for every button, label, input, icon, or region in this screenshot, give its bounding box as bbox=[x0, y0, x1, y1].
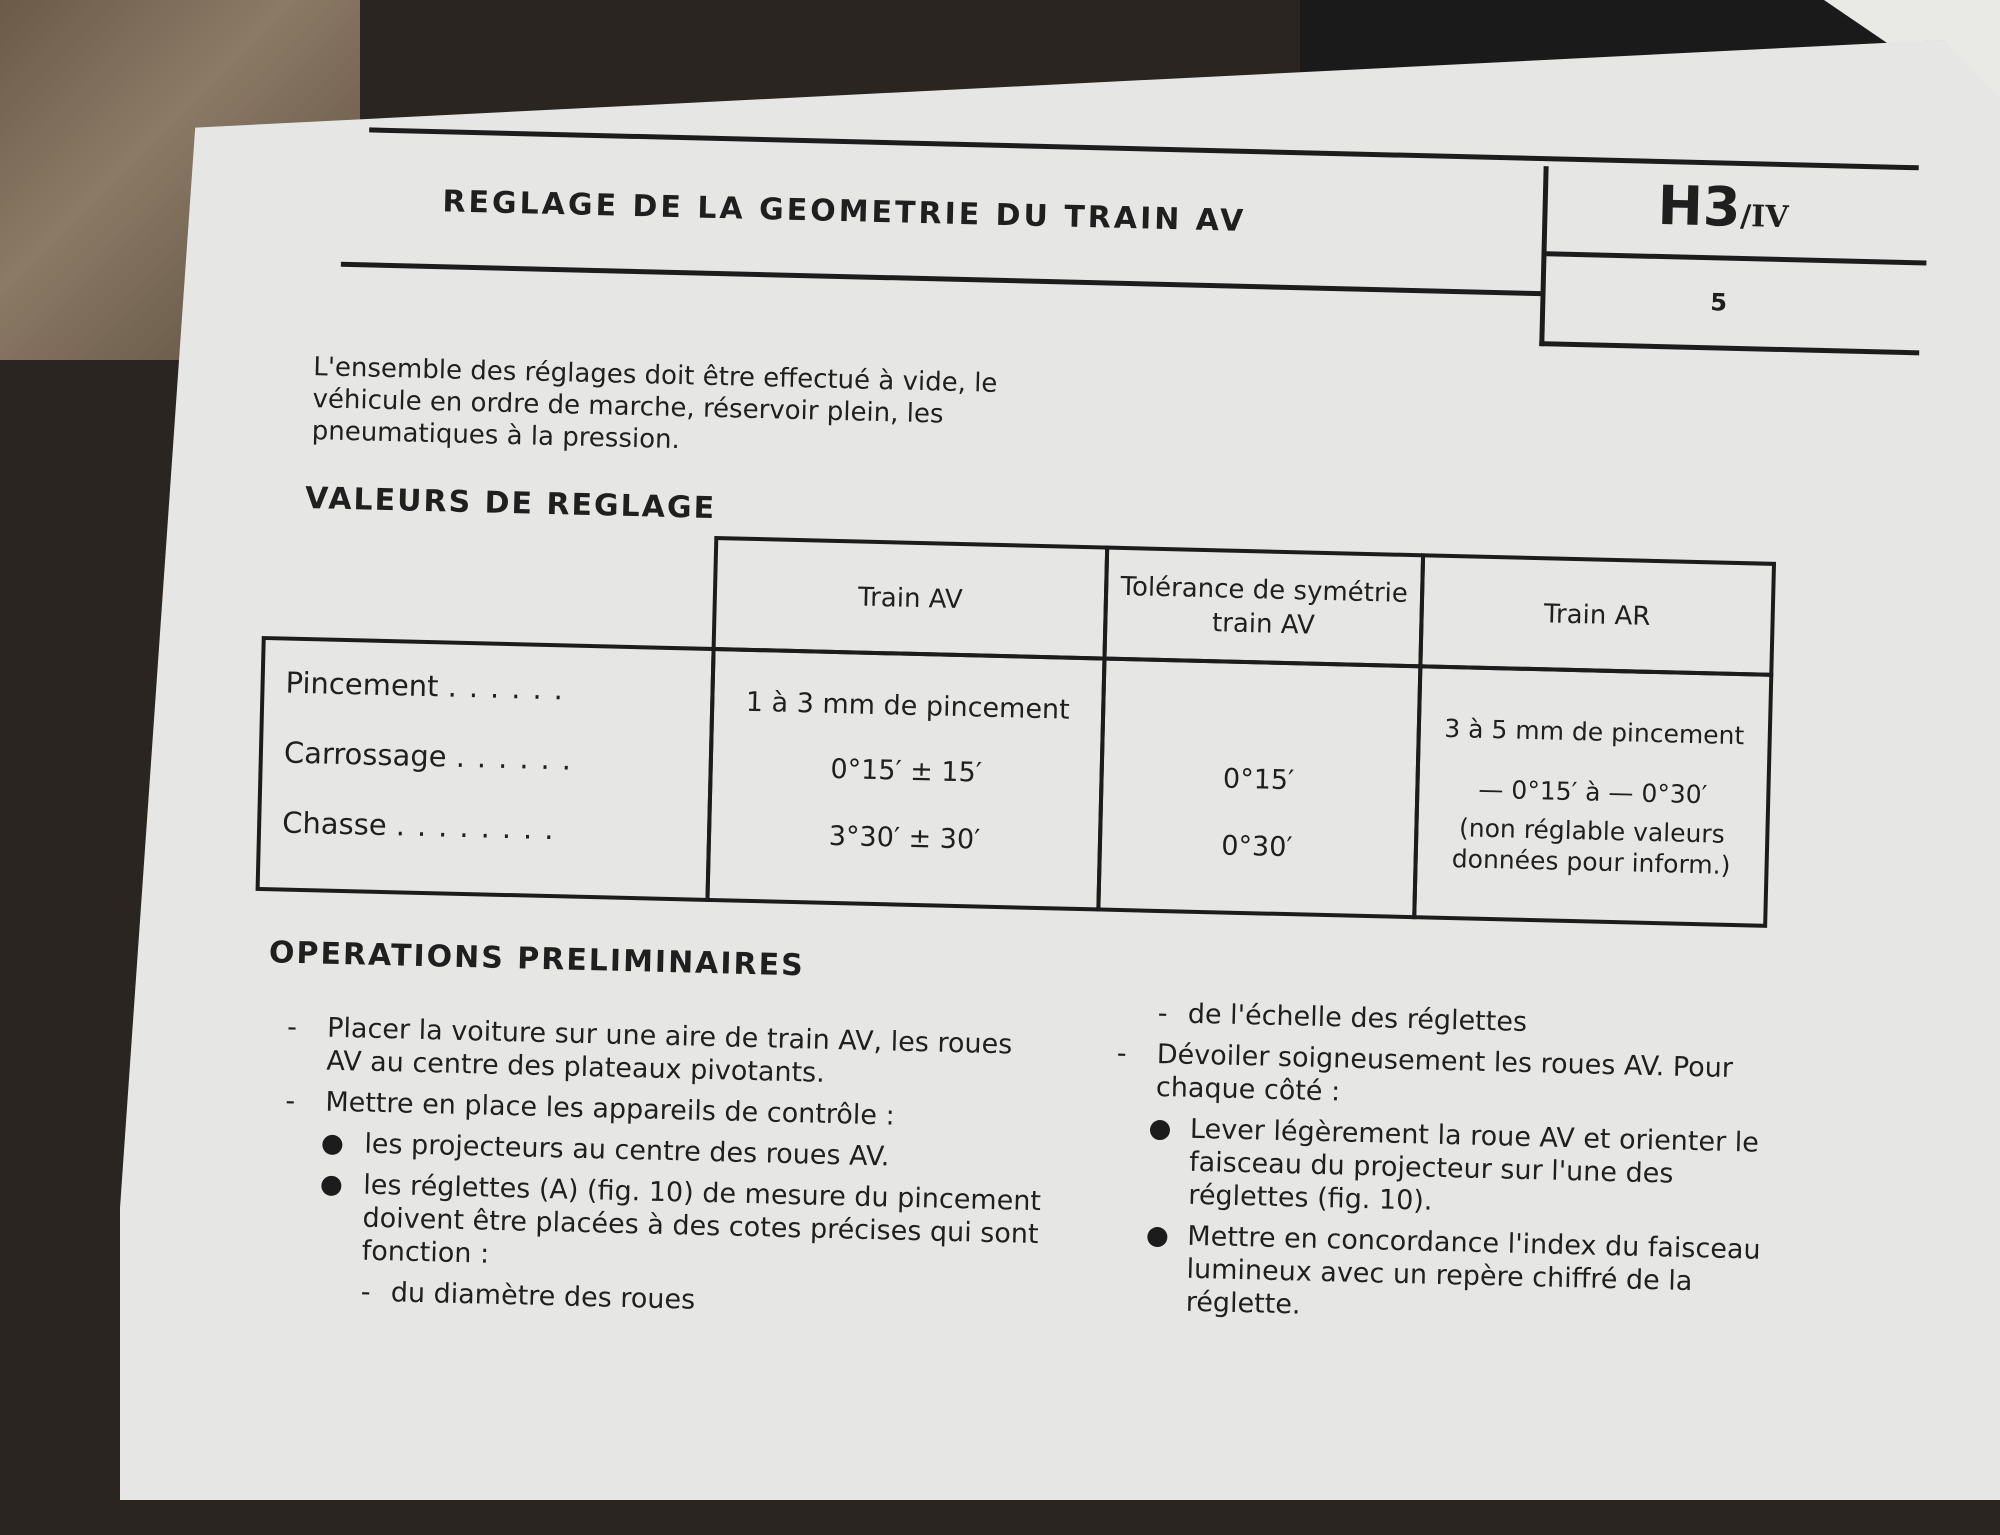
list-item bbox=[281, 1167, 1043, 1285]
operations-left-list bbox=[280, 1011, 1047, 1333]
row-label-text: Pincement bbox=[285, 665, 439, 704]
section-code bbox=[1657, 174, 1790, 240]
carrossage-train-ar: — 0°15′ à — 0°30′ bbox=[1478, 774, 1708, 810]
list-item: - Mettre en place les appareils de contrôle : bbox=[285, 1085, 896, 1132]
bullet-icon bbox=[1147, 1227, 1167, 1247]
chasse-train-ar: (non réglable valeurs données pour inform.) bbox=[1451, 813, 1731, 880]
list-item: - Placer la voiture sur une aire de train AV, les roues AV au centre des plateaux pivotants. bbox=[286, 1011, 1013, 1089]
list-item-text: les projecteurs au centre des roues AV. bbox=[364, 1128, 890, 1173]
list-item: - Dévoiler soigneusement les roues AV. Pour chaque côté : bbox=[1116, 1037, 1734, 1108]
col-header-tolerance: Tolérance de symétrie train AV bbox=[1102, 546, 1425, 669]
list-item-text: Lever légèrement la roue AV et orienter le faisceau du projecteur sur l'une des réglettes (fig. 10). bbox=[1188, 1113, 1760, 1217]
bullet-icon bbox=[1150, 1120, 1170, 1140]
operations-right-list bbox=[1110, 996, 1798, 1342]
chasse-tolerance: 0°30′ bbox=[1220, 830, 1293, 864]
valeurs-heading: VALEURS DE REGLAGE bbox=[304, 480, 717, 527]
list-item bbox=[1113, 1111, 1795, 1227]
carrossage-tolerance: 0°15′ bbox=[1222, 763, 1295, 797]
intro-paragraph: L'ensemble des réglages doit être effectué à vide, le véhicule en ordre de marche, réservoir plein, les pneumatiques à la pression. bbox=[311, 352, 998, 456]
row-label-text: Carrossage bbox=[283, 735, 448, 774]
list-item-text: Mettre en place les appareils de contrôle : bbox=[325, 1086, 896, 1132]
row-label-pincement: Pincement ...... bbox=[285, 665, 576, 707]
list-item-text: Mettre en concordance l'index du faisceau lumineux avec un repère chiffré de la réglette. bbox=[1185, 1220, 1761, 1321]
section-code-suffix: /IV bbox=[1739, 198, 1789, 236]
pincement-train-av: 1 à 3 mm de pincement bbox=[745, 686, 1071, 726]
bullet-icon bbox=[321, 1176, 341, 1196]
chasse-train-av: 3°30′ ± 30′ bbox=[828, 820, 981, 856]
document-title: REGLAGE DE LA GEOMETRIE DU TRAIN AV bbox=[442, 184, 1247, 239]
section-code-main: H3 bbox=[1656, 173, 1742, 239]
col-header-train-av: Train AV bbox=[712, 536, 1110, 661]
operations-heading: OPERATIONS PRELIMINAIRES bbox=[268, 935, 806, 984]
list-item-text: du diamètre des roues bbox=[390, 1277, 696, 1316]
top-rule bbox=[369, 127, 1919, 170]
page-number: 5 bbox=[1710, 288, 1728, 317]
bullet-icon bbox=[322, 1135, 342, 1155]
list-item-text: Dévoiler soigneusement les roues AV. Pour chaque côté : bbox=[1155, 1038, 1734, 1108]
list-item: - de l'échelle des réglettes bbox=[1157, 997, 1528, 1038]
title-rule bbox=[341, 262, 1541, 296]
row-label-chasse: Chasse ........ bbox=[281, 805, 566, 847]
document-page bbox=[236, 95, 1920, 1535]
list-item bbox=[1110, 1218, 1792, 1334]
pincement-train-ar: 3 à 5 mm de pincement bbox=[1444, 713, 1745, 751]
list-item-text: de l'échelle des réglettes bbox=[1187, 998, 1528, 1038]
col-header-train-ar: Train AR bbox=[1418, 553, 1776, 677]
list-item-text: les réglettes (A) (fig. 10) de mesure du pincement doivent être placées à des cotes précises qui sont fonction : bbox=[361, 1169, 1042, 1270]
list-item-text: Placer la voiture sur une aire de train AV, les roues AV au centre des plateaux pivotants. bbox=[326, 1012, 1013, 1089]
list-item: - du diamètre des roues bbox=[360, 1276, 696, 1316]
section-code-box bbox=[1539, 166, 1928, 355]
code-divider bbox=[1546, 251, 1926, 265]
row-label-carrossage: Carrossage ...... bbox=[283, 735, 584, 777]
valeurs-table bbox=[255, 525, 1774, 932]
row-label-text: Chasse bbox=[281, 805, 388, 843]
carrossage-train-av: 0°15′ ± 15′ bbox=[830, 753, 983, 789]
